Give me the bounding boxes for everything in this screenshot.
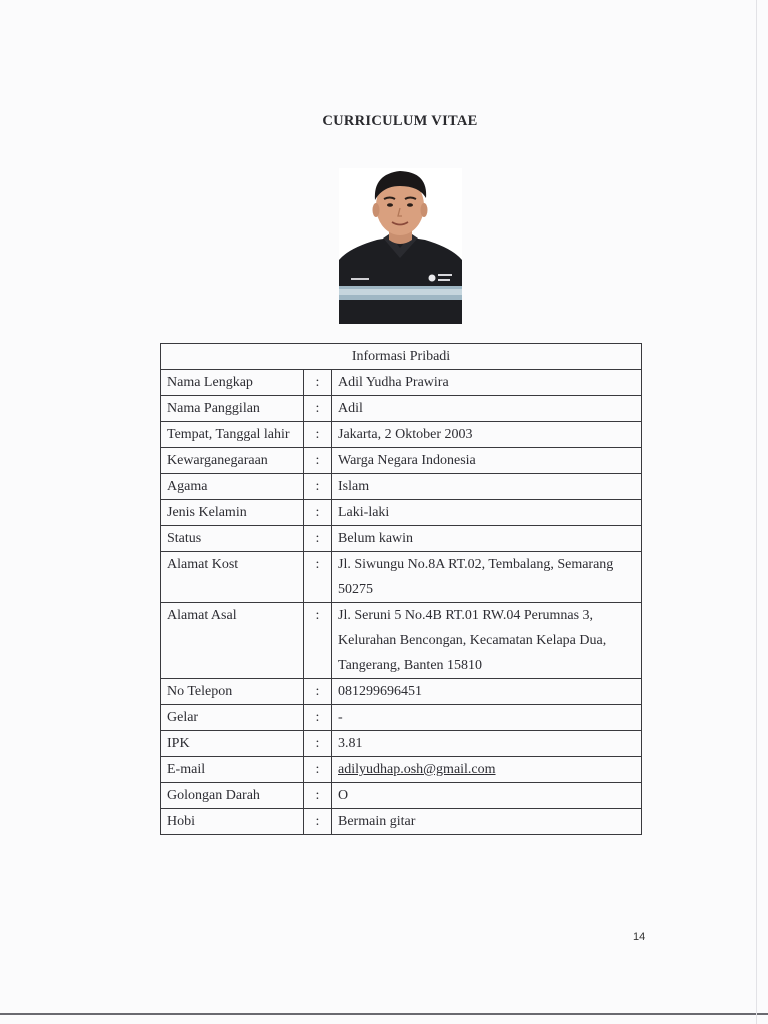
field-value-line: O [338,788,349,803]
field-value [332,370,642,396]
field-value-line: 50275 [338,582,373,597]
field-separator: : [304,757,332,783]
field-value-line: Tangerang, Banten 15810 [338,658,483,673]
field-value [332,705,642,731]
field-value-line: 3.81 [338,736,363,751]
field-label: IPK [161,731,304,757]
field-label: No Telepon [161,679,304,705]
field-value [332,422,642,448]
field-separator: : [304,474,332,500]
field-value [332,603,642,679]
field-separator: : [304,603,332,679]
field-label: Nama Lengkap [161,370,304,396]
field-separator: : [304,809,332,835]
field-label: Status [161,526,304,552]
field-value [332,474,642,500]
table-row [161,731,642,757]
field-label: Golongan Darah [161,783,304,809]
field-label: E-mail [161,757,304,783]
field-separator: : [304,526,332,552]
table-row [161,370,642,396]
field-separator: : [304,731,332,757]
table-row [161,783,642,809]
table-row [161,448,642,474]
field-separator: : [304,500,332,526]
table-row [161,474,642,500]
field-value-line: Adil Yudha Prawira [338,375,449,390]
field-label: Agama [161,474,304,500]
field-value [332,783,642,809]
field-value [332,809,642,835]
table-header: Informasi Pribadi [161,344,642,370]
table-row [161,422,642,448]
field-value-line: Laki-laki [338,505,390,520]
field-value [332,552,642,603]
field-label: Nama Panggilan [161,396,304,422]
field-label: Gelar [161,705,304,731]
field-value-line: Islam [338,479,370,494]
field-value-line: Bermain gitar [338,814,416,829]
table-row [161,526,642,552]
document-title: CURRICULUM VITAE [322,113,478,129]
field-value-line: Jl. Seruni 5 No.4B RT.01 RW.04 Perumnas 3, [338,608,594,623]
field-label: Kewarganegaraan [161,448,304,474]
field-separator: : [304,396,332,422]
field-label: Alamat Kost [161,552,304,603]
table-row [161,679,642,705]
field-separator: : [304,370,332,396]
field-value [332,526,642,552]
table-row [161,809,642,835]
scan-edge [756,0,757,1024]
field-value-line: Belum kawin [338,531,414,546]
field-label: Alamat Asal [161,603,304,679]
field-separator: : [304,705,332,731]
scan-edge [0,1013,768,1015]
table-row [161,500,642,526]
field-separator: : [304,552,332,603]
field-value-line: - [338,710,343,725]
table-row [161,396,642,422]
field-value [332,500,642,526]
field-separator: : [304,448,332,474]
field-label: Jenis Kelamin [161,500,304,526]
table-row [161,603,642,679]
table-row [161,757,642,783]
field-separator: : [304,783,332,809]
field-value-line[interactable]: adilyudhap.osh@gmail.com [338,762,496,777]
field-value-line: 081299696451 [338,684,422,699]
field-value [332,448,642,474]
field-separator: : [304,679,332,705]
personal-info-table [160,343,642,835]
field-value [332,757,642,783]
field-value [332,731,642,757]
table-header-row [161,344,642,370]
table-row [161,705,642,731]
field-label: Tempat, Tanggal lahir [161,422,304,448]
field-value-line: Jakarta, 2 Oktober 2003 [338,427,473,442]
table-row [161,552,642,603]
field-value [332,679,642,705]
profile-photo [339,168,462,324]
field-value-line: Jl. Siwungu No.8A RT.02, Tembalang, Semarang [338,557,614,572]
field-value [332,396,642,422]
field-value-line: Kelurahan Bencongan, Kecamatan Kelapa Dua, [338,633,607,648]
field-value-line: Adil [338,401,363,416]
field-label: Hobi [161,809,304,835]
field-value-line: Warga Negara Indonesia [338,453,476,468]
portrait-photo-icon [339,168,462,324]
page-number: 14 [633,931,646,943]
field-separator: : [304,422,332,448]
